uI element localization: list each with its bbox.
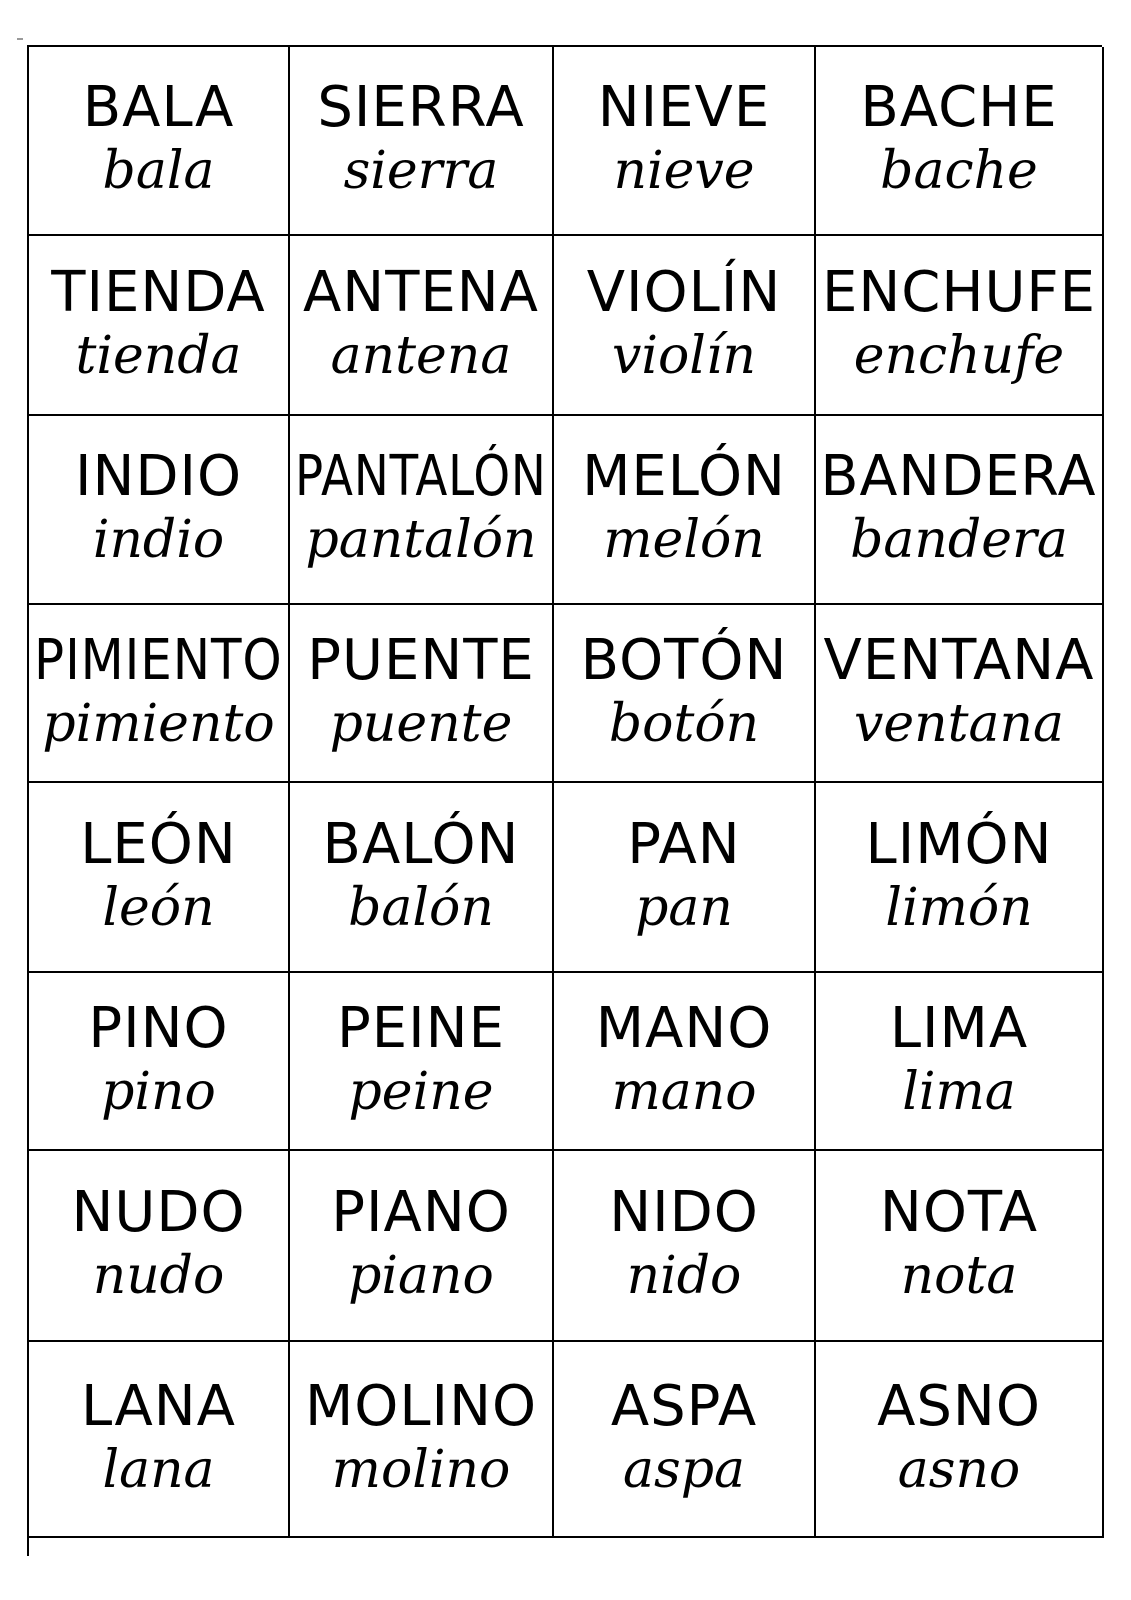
word-card [554, 1342, 816, 1538]
uppercase-word: BACHE [860, 75, 1058, 141]
uppercase-word: INDIO [74, 444, 243, 510]
uppercase-word: BOTÓN [580, 627, 788, 693]
cursive-word: nudo [92, 1246, 225, 1306]
word-card [816, 1342, 1104, 1538]
uppercase-word: LANA [81, 1373, 236, 1439]
uppercase-word: TIENDA [51, 259, 266, 325]
cursive-word: molino [331, 1439, 511, 1500]
cursive-word: tienda [75, 325, 242, 386]
uppercase-word: PIMIENTO [34, 627, 283, 693]
word-card [816, 1151, 1104, 1342]
word-card [816, 605, 1104, 783]
cursive-word: violín [611, 325, 757, 386]
uppercase-word: ASNO [877, 1373, 1041, 1439]
cursive-word: sierra [343, 141, 499, 201]
word-card [816, 416, 1104, 605]
word-card [290, 47, 554, 236]
word-card [290, 783, 554, 973]
word-card [816, 47, 1104, 236]
cursive-word: mano [611, 1061, 757, 1122]
word-card [554, 783, 816, 973]
cursive-word: bache [880, 141, 1038, 201]
word-card-grid [27, 45, 1102, 1556]
uppercase-word: LEÓN [80, 811, 237, 877]
cursive-word: antena [330, 325, 512, 386]
uppercase-word: PANTALÓN [295, 444, 547, 510]
word-card [816, 236, 1104, 416]
cursive-word: limón [885, 877, 1033, 938]
word-card [816, 783, 1104, 973]
uppercase-word: NUDO [71, 1180, 246, 1246]
cursive-word: peine [348, 1061, 494, 1122]
word-card [554, 1151, 816, 1342]
word-card [290, 236, 554, 416]
uppercase-word: NIDO [609, 1180, 759, 1246]
cursive-word: nieve [613, 141, 755, 201]
uppercase-word: ENCHUFE [821, 259, 1097, 325]
word-card [29, 416, 290, 605]
word-card [290, 1342, 554, 1538]
word-card [554, 605, 816, 783]
cursive-word: pimiento [42, 693, 275, 754]
word-card [816, 973, 1104, 1151]
uppercase-word: VIOLÍN [586, 259, 782, 325]
uppercase-word: NOTA [879, 1180, 1039, 1246]
cursive-word: pan [635, 877, 733, 938]
cursive-word: lima [902, 1061, 1016, 1122]
word-card [29, 47, 290, 236]
word-card [290, 416, 554, 605]
word-card [554, 416, 816, 605]
cursive-word: puente [329, 693, 513, 754]
word-card [29, 605, 290, 783]
cursive-word: ventana [853, 693, 1065, 754]
uppercase-word: SIERRA [317, 75, 525, 141]
word-card [290, 605, 554, 783]
word-card [29, 783, 290, 973]
cursive-word: balón [348, 877, 494, 938]
cursive-word: león [102, 877, 215, 938]
uppercase-word: PINO [88, 995, 229, 1061]
cursive-word: aspa [623, 1439, 745, 1500]
word-card [290, 1151, 554, 1342]
word-card [29, 1151, 290, 1342]
cursive-word: bandera [850, 510, 1068, 570]
word-card [554, 973, 816, 1151]
word-card [554, 236, 816, 416]
uppercase-word: VENTANA [823, 627, 1095, 693]
uppercase-word: ANTENA [303, 259, 539, 325]
cursive-word: piano [348, 1246, 494, 1306]
uppercase-word: MOLINO [304, 1373, 538, 1439]
uppercase-word: PUENTE [307, 627, 535, 693]
uppercase-word: PIANO [331, 1180, 511, 1246]
uppercase-word: PEINE [337, 995, 505, 1061]
cursive-word: asno [897, 1439, 1021, 1500]
uppercase-word: MANO [595, 995, 773, 1061]
uppercase-word: NIEVE [597, 75, 771, 141]
cursive-word: enchufe [853, 325, 1065, 386]
uppercase-word: BALÓN [322, 811, 520, 877]
cursive-word: indio [92, 510, 225, 570]
word-card [29, 1342, 290, 1538]
cursive-word: pino [101, 1061, 216, 1122]
cursive-word: nido [626, 1246, 742, 1306]
uppercase-word: BANDERA [820, 444, 1097, 510]
cursive-word: bala [102, 141, 215, 201]
uppercase-word: ASPA [610, 1373, 758, 1439]
corner-mark [17, 38, 23, 40]
cursive-word: pantalón [305, 510, 537, 570]
uppercase-word: MELÓN [582, 444, 786, 510]
uppercase-word: BALA [82, 75, 235, 141]
uppercase-word: LIMA [889, 995, 1029, 1061]
uppercase-word: LIMÓN [865, 811, 1053, 877]
uppercase-word: PAN [627, 811, 741, 877]
cursive-word: botón [608, 693, 760, 754]
word-card [554, 47, 816, 236]
word-card [290, 973, 554, 1151]
word-card [29, 973, 290, 1151]
cursive-word: lana [102, 1439, 215, 1500]
cursive-word: melón [603, 510, 765, 570]
word-card [29, 236, 290, 416]
cursive-word: nota [900, 1246, 1018, 1306]
